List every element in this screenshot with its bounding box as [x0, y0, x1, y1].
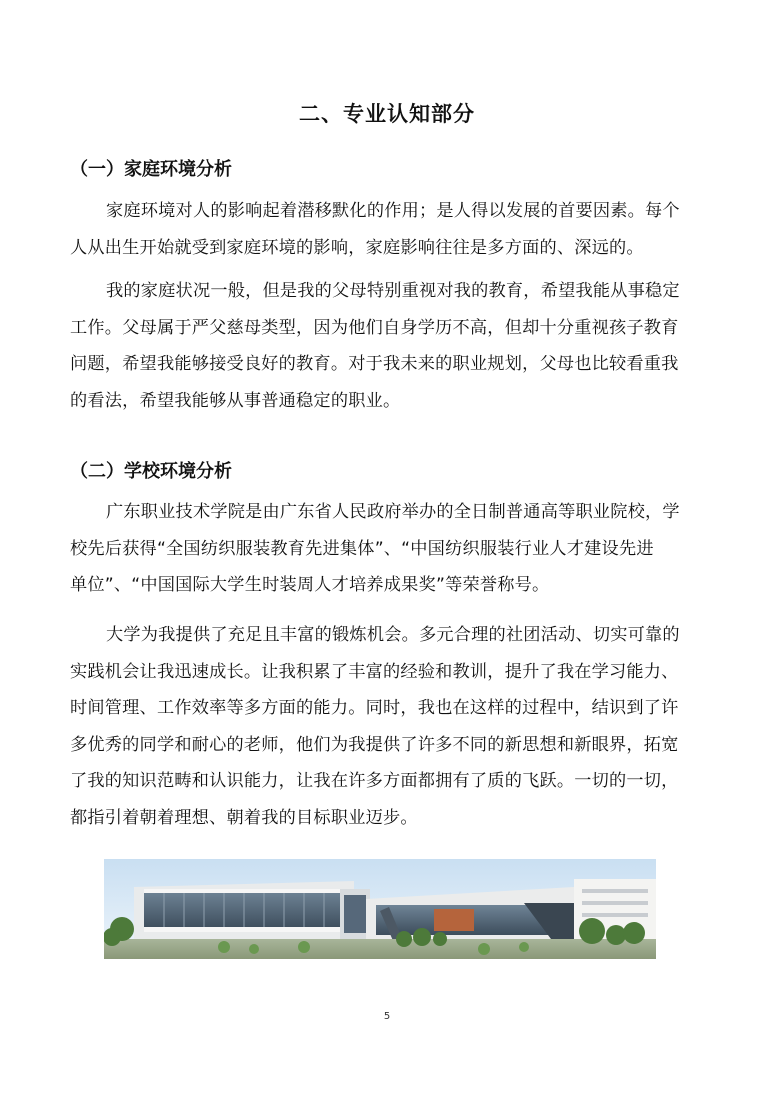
- text-line: 了我的知识范畴和认识能力，让我在许多方面都拥有了质的飞跃。一切的一切，: [70, 771, 679, 791]
- paragraph-school-opportunities: [70, 617, 706, 836]
- text-line: 大学为我提供了充足且丰富的锻炼机会。多元合理的社团活动、切实可靠的: [106, 625, 680, 645]
- text-line: 问题，希望我能够接受良好的教育。对于我未来的职业规划，父母也比较看重我: [70, 354, 679, 374]
- text-line: 的看法，希望我能够从事普通稳定的职业。: [70, 390, 401, 411]
- page-number: 5: [383, 1011, 391, 1022]
- campus-building-image: [104, 859, 656, 959]
- paragraph-family-status: [70, 273, 706, 419]
- text-line: 单位”、“中国国际大学生时装周人才培养成果奖”等荣誉称号。: [70, 575, 550, 595]
- text-line: 多优秀的同学和耐心的老师，他们为我提供了许多不同的新思想和新眼界，拓宽: [70, 734, 679, 755]
- section-heading-school: （二）学校环境分析: [70, 461, 232, 482]
- text-line: 家庭环境对人的影响起着潜移默化的作用；是人得以发展的首要因素。每个: [106, 201, 680, 221]
- text-line: 我的家庭状况一般，但是我的父母特别重视对我的教育，希望我能从事稳定: [106, 281, 680, 301]
- text-line: 都指引着朝着理想、朝着我的目标职业迈步。: [70, 807, 418, 828]
- section-heading-family: （一）家庭环境分析: [70, 159, 232, 180]
- text-line: 时间管理、工作效率等多方面的能力。同时，我也在这样的过程中，结识到了许: [70, 698, 679, 718]
- paragraph-school-intro: [70, 494, 706, 604]
- paragraph-family-influence: [70, 193, 706, 266]
- text-line: 广东职业技术学院是由广东省人民政府举办的全日制普通高等职业院校，学: [106, 502, 680, 522]
- page-title: 二、专业认知部分: [299, 102, 475, 126]
- text-line: 人从出生开始就受到家庭环境的影响，家庭影响往往是多方面的、深远的。: [70, 237, 644, 258]
- text-line: 实践机会让我迅速成长。让我积累了丰富的经验和教训，提升了我在学习能力、: [70, 661, 679, 682]
- text-line: 校先后获得“全国纺织服装教育先进集体”、“中国纺织服装行业人才建设先进: [70, 538, 654, 559]
- text-line: 工作。父母属于严父慈母类型，因为他们自身学历不高，但却十分重视孩子教育: [70, 317, 679, 338]
